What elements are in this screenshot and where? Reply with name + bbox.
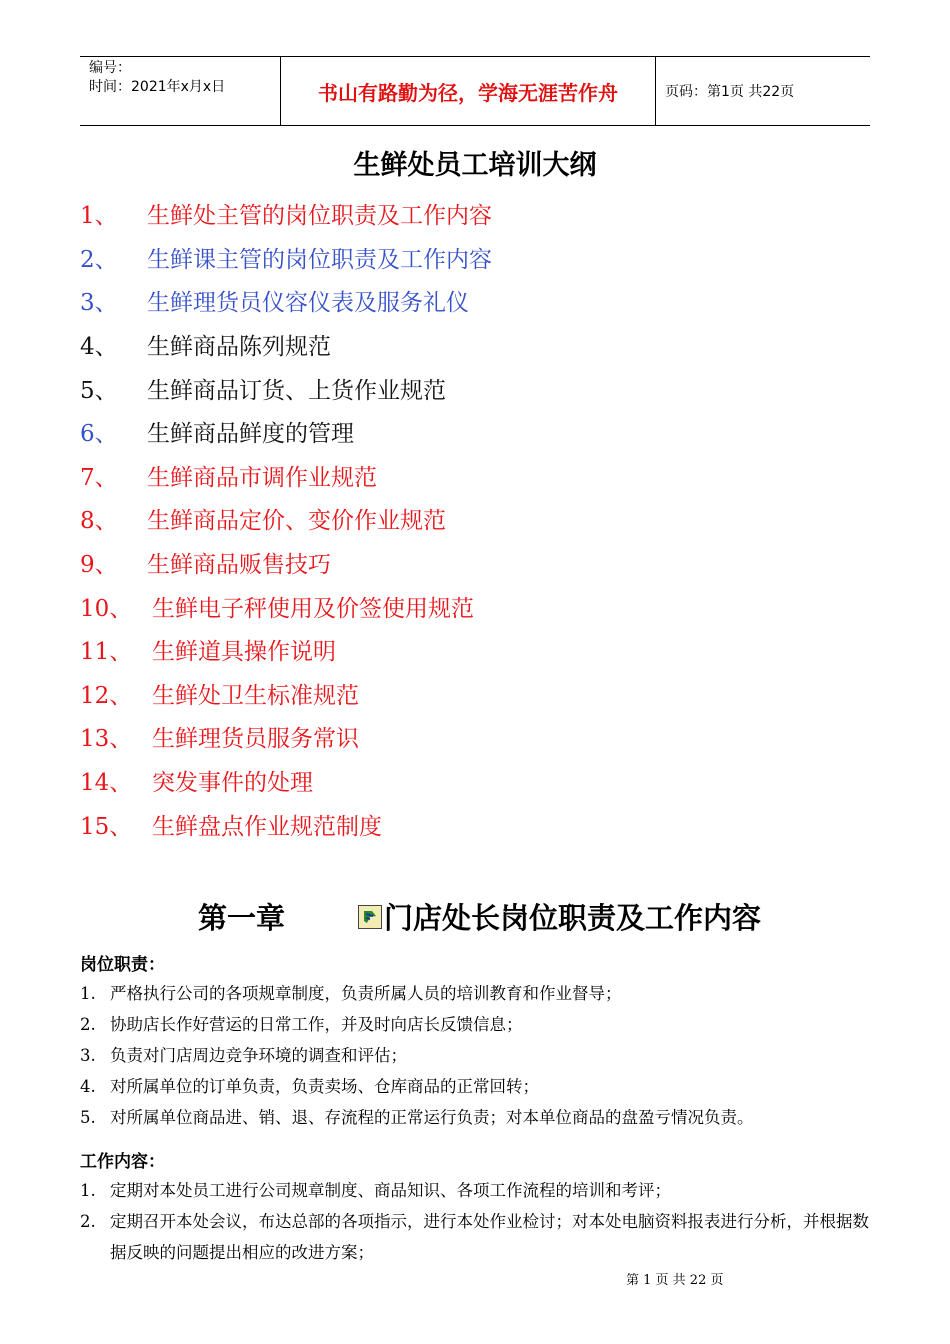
list-item-text: 负责对门店周边竞争环境的调查和评估；: [110, 1046, 407, 1065]
outline-item-text: 生鲜处主管的岗位职责及工作内容: [147, 203, 492, 230]
outline-item-text: 生鲜商品订货、上货作业规范: [147, 377, 446, 404]
duties-list: [80, 978, 880, 1133]
list-item: [80, 1040, 880, 1071]
outline-item-text: 生鲜理货员服务常识: [152, 726, 359, 753]
outline-item-number: 2、: [80, 246, 118, 273]
outline-item-number: 10、: [80, 595, 133, 622]
duties-heading: 岗位职责：: [80, 955, 165, 975]
outline-item: [80, 497, 880, 541]
list-item: [80, 978, 880, 1009]
outline-item: [80, 715, 880, 759]
outline-item-number: 11、: [80, 639, 133, 666]
outline-item-number: 15、: [80, 813, 133, 840]
outline-item-text: 生鲜理货员仪容仪表及服务礼仪: [147, 290, 469, 317]
list-item-number: 2.: [80, 1212, 96, 1231]
outline-item-text: 突发事件的处理: [152, 770, 313, 797]
chapter-title: 门店处长岗位职责及工作内容: [384, 901, 762, 935]
list-item-text: 协助店长作好营运的日常工作，并及时向店长反馈信息；: [110, 1015, 523, 1034]
outline-item-text: 生鲜商品贩售技巧: [147, 552, 331, 579]
outline-item: [80, 454, 880, 498]
outline-item: [80, 802, 880, 846]
outline-item: [80, 236, 880, 280]
outline-item: [80, 366, 880, 410]
outline-item-number: 5、: [80, 377, 118, 404]
list-item: [80, 1102, 880, 1133]
list-item-text: 对所属单位商品进、销、退、存流程的正常运行负责；对本单位商品的盘盈亏情况负责。: [110, 1108, 754, 1127]
outline-item: [80, 672, 880, 716]
outline-item-text: 生鲜电子秤使用及价签使用规范: [152, 595, 474, 622]
list-item-text: 对所属单位的订单负责，负责卖场、仓库商品的正常回转；: [110, 1077, 539, 1096]
list-item: [80, 1206, 880, 1268]
outline-list: [80, 192, 880, 846]
document-icon: [358, 905, 382, 929]
list-item-text: 定期对本处员工进行公司规章制度、商品知识、各项工作流程的培训和考评；: [110, 1181, 671, 1200]
document-header: [80, 56, 870, 126]
list-item-number: 2.: [80, 1015, 96, 1034]
work-list: [80, 1175, 880, 1268]
outline-item-number: 3、: [80, 290, 118, 317]
outline-item-text: 生鲜商品定价、变价作业规范: [147, 508, 446, 535]
outline-item-text: 生鲜道具操作说明: [152, 639, 336, 666]
header-page-info: 页码：第1页 共22页: [665, 84, 795, 100]
outline-item-text: 生鲜商品陈列规范: [147, 334, 331, 361]
list-item-number: 5.: [80, 1108, 96, 1127]
outline-item-number: 6、: [80, 421, 118, 448]
outline-item: [80, 410, 880, 454]
list-item-text: 定期召开本处会议，布达总部的各项指示，进行本处作业检讨；对本处电脑资料报表进行分析，并根据数据反映的问题提出相应的改进方案；: [110, 1212, 869, 1262]
chapter-label: 第一章: [198, 901, 286, 935]
outline-item: [80, 279, 880, 323]
outline-item: [80, 192, 880, 236]
outline-item-number: 13、: [80, 726, 133, 753]
list-item: [80, 1175, 880, 1206]
outline-item-text: 生鲜商品市调作业规范: [147, 464, 377, 491]
list-item: [80, 1071, 880, 1102]
outline-item: [80, 584, 880, 628]
list-item-number: 1.: [80, 1181, 96, 1200]
list-item: [80, 1009, 880, 1040]
outline-item-number: 7、: [80, 464, 118, 491]
number-label: 编号：: [89, 60, 131, 76]
list-item-number: 4.: [80, 1077, 96, 1096]
chapter-heading: [198, 896, 761, 937]
outline-item: [80, 628, 880, 672]
time-label: 时间：2021年x月x日: [89, 79, 226, 95]
outline-item-text: 生鲜课主管的岗位职责及工作内容: [147, 246, 492, 273]
outline-item-text: 生鲜盘点作业规范制度: [152, 813, 382, 840]
outline-item-number: 14、: [80, 770, 133, 797]
list-item-number: 1.: [80, 984, 96, 1003]
outline-item-text: 生鲜处卫生标准规范: [152, 682, 359, 709]
page-footer: 第 1 页 共 22 页: [626, 1273, 724, 1288]
list-item-number: 3.: [80, 1046, 96, 1065]
outline-item-number: 4、: [80, 334, 118, 361]
document-title: 生鲜处员工培训大纲: [353, 150, 597, 181]
outline-item-text: 生鲜商品鲜度的管理: [147, 421, 354, 448]
outline-item: [80, 759, 880, 803]
outline-item-number: 9、: [80, 552, 118, 579]
outline-item-number: 8、: [80, 508, 118, 535]
header-info: [80, 57, 281, 125]
work-heading: 工作内容：: [80, 1152, 165, 1172]
list-item-text: 严格执行公司的各项规章制度，负责所属人员的培训教育和作业督导；: [110, 984, 622, 1003]
outline-item-number: 1、: [80, 203, 118, 230]
outline-item: [80, 323, 880, 367]
outline-item: [80, 541, 880, 585]
header-motto: 书山有路勤为径，学海无涯苦作舟: [281, 57, 656, 125]
outline-item-number: 12、: [80, 682, 133, 709]
